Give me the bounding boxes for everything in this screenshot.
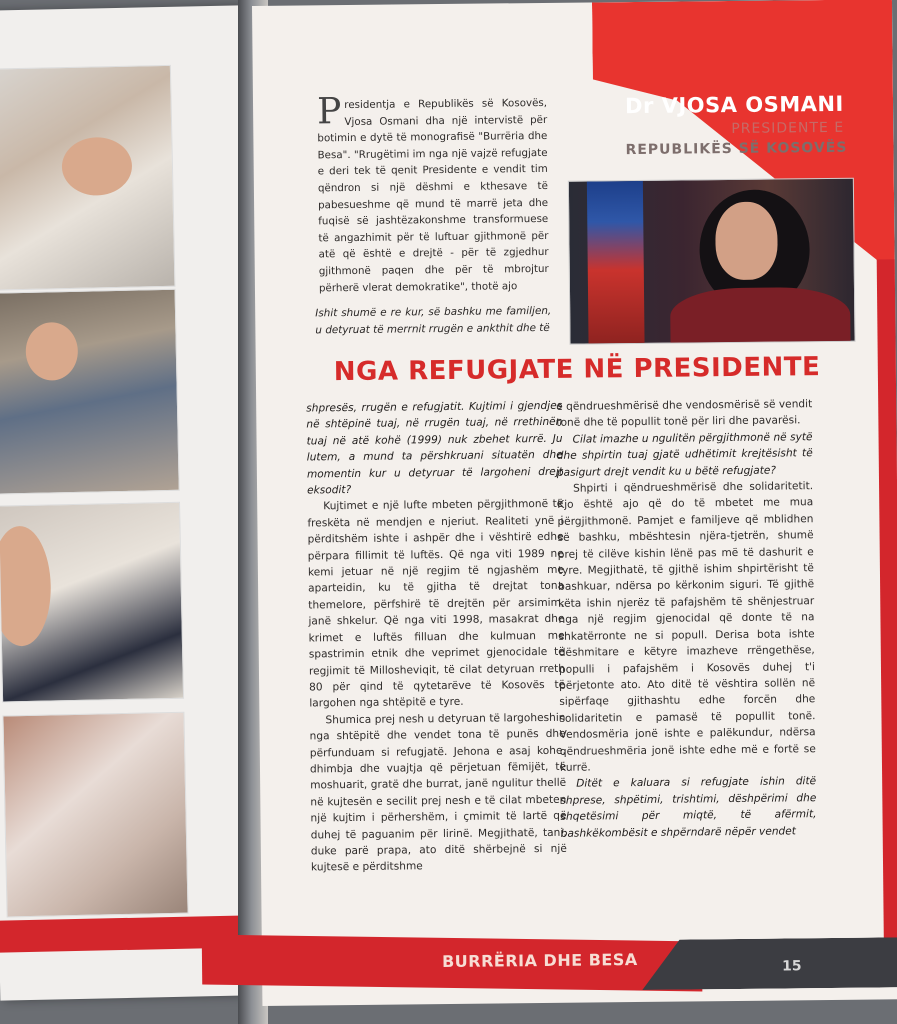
answer-paragraph: Kujtimet e një lufte mbeten përgjithmonë të freskëta në mendjen e njeriut. Realiteti ynë i përditshëm ishte i ashpër dhe i vështirë edhe përpara fillimit të luftës. Që nga viti 1989 ne kemi jetuar në një regjim të ngjashëm me aparteidin, ku të gjitha të drejtat tona themelore, përfshirë të drejtën për arsimim, janë shkelur. Që nga viti 1998, masakrat dhe krimet e luftës filluan dhe kulmuan me spastrimin etnik dhe veprimet gjenocidale të regjimit të Millosheviqit, të cilat detyruan rreth 80 për qind të qytetarëve të Kosovës të largohen nga shtëpitë e tyre. xyxy=(307,498,566,710)
column-left xyxy=(306,398,567,876)
answer-paragraph: e qëndrueshmërisë dhe vendosmërisë së vendit tonë dhe të popullit tonë për liri dhe pavarësi. xyxy=(556,398,813,430)
header-role-line1: PRESIDENTE E xyxy=(731,119,845,137)
question-paragraph: Cilat imazhe u ngulitën përgjithmonë në sytë dhe shpirtin tuaj gjatë udhëtimit krejtësisht të pasigurt drejt vendit ku u bëtë refugjate? xyxy=(556,430,813,479)
intro-question: Ishit shumë e re kur, së bashku me familjen, u detyruat të merrnit rrugën e ankthit dhe të xyxy=(315,304,552,336)
photo-refugee-child xyxy=(0,289,180,495)
portrait-face xyxy=(715,202,778,281)
drop-cap: P xyxy=(316,91,342,133)
answer-paragraph: Shumica prej nesh u detyruan të largoheshin nga shtëpitë dhe vendet tona të punës dhe përfunduam si refugjatë. Jehona e asaj kohe, dhimbja dhe vuajtja që përjetuan fëmijët, të moshuarit, gratë dhe burrat, janë ngulitur thellë në kujtesën e secilit prej nesh e të cilat mbeten një kujtim i përhershëm, i çmimit të lartë që duhej të paguanim për lirinë. Megjithatë, tani, duke parë prapa, ato ditë shërbejnë si një kujtesë e përditshme xyxy=(309,711,567,874)
child-face xyxy=(25,322,78,381)
photo-sleeping-child xyxy=(0,65,175,291)
portrait-jacket xyxy=(670,287,851,345)
photo-toddler xyxy=(0,502,184,703)
red-page-edge xyxy=(877,259,897,959)
page-number: 15 xyxy=(782,958,802,975)
left-page xyxy=(0,5,260,1000)
article-title: NGA REFUGJATE NË PRESIDENTE xyxy=(333,352,821,388)
photo-woman-flowers xyxy=(2,712,188,918)
column-right xyxy=(556,396,817,842)
footer-title: BURRËRIA DHE BESA xyxy=(441,950,638,972)
child-face xyxy=(61,137,132,196)
intro-paragraph xyxy=(316,91,549,297)
header-name: Dr VJOSA OSMANI xyxy=(624,91,844,119)
question-paragraph: shpresës, rrugën e refugjatit. Kujtimi i gjendjes në shtëpinë tuaj, në rrugën tuaj, në rrethinën tuaj në atë kohë (1999) nuk zbehet kurrë. Ju lutem, a mund ta përshkruani situatën dhe momentin kur u detyruar të largoheni drejt eksodit? xyxy=(306,399,563,497)
intro-text: residentja e Republikës së Kosovës, Vjosa Osmani dha një intervistë për botimin e dytë të monografisë "Burrëria dhe Besa". "Rrugëtimi im nga një vajzë refugjate e deri tek të qenit Presidente e vendit tim qëndron si një dëshmi e kthesave të pabesueshme që mund të marrë jeta dhe fuqisë së jashtëzakonshme transformuese të angazhimit për të luftuar gjithmonë për atë që është e drejtë - për të zgjedhur gjithmonë paqen dhe për të mbrojtur përherë vlerat demokratike", thotë ajo xyxy=(317,96,549,294)
page-footer xyxy=(262,933,897,990)
answer-paragraph: Shpirti i qëndrueshmërisë dhe solidaritetit. Kjo është ajo që do të mbetet me mua përgjithmonë. Pamjet e familjeve që mblidhen së bashku, mbështesin njëra-tjetrën, shumë prej të cilëve kishin lënë pas më të dashurit e tyre. Megjithatë, të gjithë ishim shpirtërisht të bashkuar, ndërsa po kërkonim siguri. Të gjithë këta ishin njerëz të pafajshëm të shënjestruar nga një regjim gjenocidal që donte të na shkatërronte ne si popull. Derisa bota ishte dëshmitare e këtyre imazheve rrëngethëse, populli i pafajshëm i Kosovës duhej t'i përjetonte ato. Ato ditë të vështira sollën në sipërfaqe gjithashtu edhe forcën dhe solidaritetin e pamasë të popullit tonë. Vendosmëria jonë ishte e palëkundur, ndërsa qëndrueshmëria jonë ishte edhe më e fortë se kurrë. xyxy=(557,480,816,774)
footer-dark-band xyxy=(642,937,897,990)
flag xyxy=(587,181,645,344)
child-face xyxy=(0,525,52,646)
header-role-line2: REPUBLIKËS SË KOSOVËS xyxy=(625,139,848,159)
question-paragraph: Ditët e kaluara si refugjate ishin ditë shprese, shpëtimi, trishtimi, dëshpërimi dhe shqetësimi për miqtë, të afërmit, bashkëkombësit e shpërndarë nëpër vendet xyxy=(560,775,817,840)
portrait-photo xyxy=(568,178,856,345)
right-page xyxy=(252,0,897,1006)
